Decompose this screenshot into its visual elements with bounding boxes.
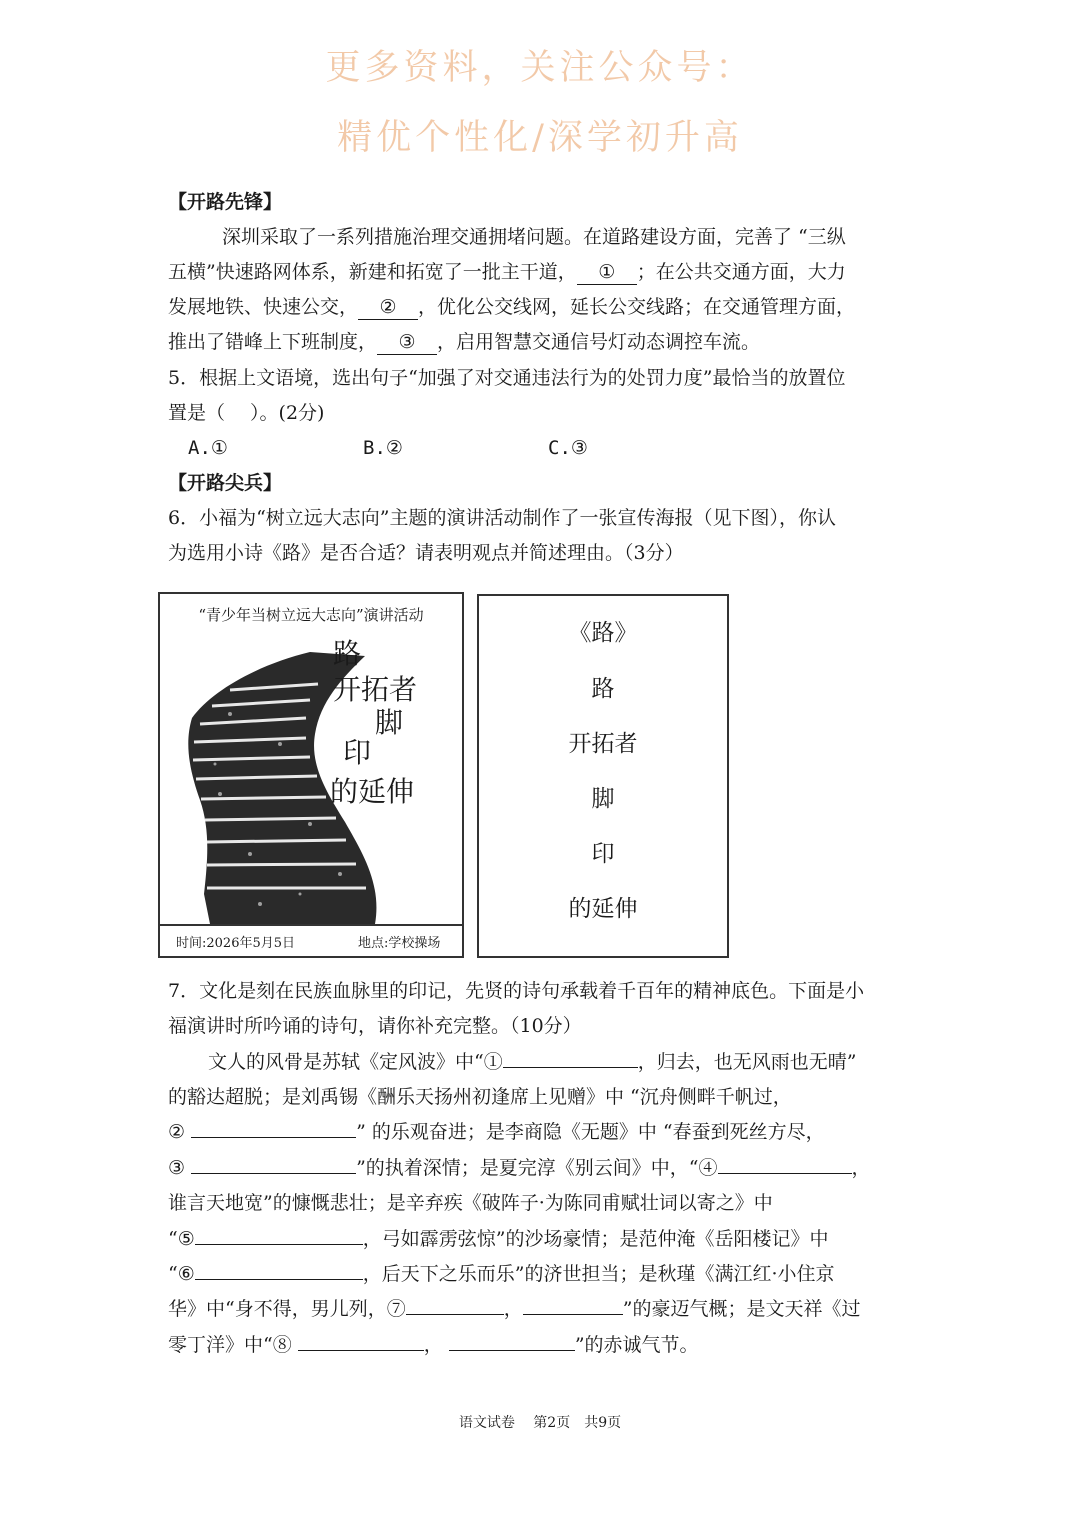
poster-word-3: 脚 <box>375 706 404 739</box>
q7-blank-8b <box>449 1350 575 1351</box>
watermark-line-1: 更多资料，关注公众号： <box>325 48 755 88</box>
blank-1: ① <box>577 260 637 285</box>
blank-2: ② <box>358 295 418 320</box>
passage-line-4: 推出了错峰上下班制度， ③ ，启用智慧交通信号灯动态调控车流。 <box>168 331 761 353</box>
q7-blank-4 <box>718 1173 852 1174</box>
staircase-illustration <box>160 594 462 956</box>
q5-line-1: 5．根据上文语境，选出句子“加强了对交通违法行为的处罚力度”最恰当的放置位 <box>168 367 846 389</box>
poem-line-3: 脚 <box>591 786 615 812</box>
blank-3: ③ <box>377 330 437 355</box>
poster-word-5: 的延伸 <box>330 775 415 808</box>
section-heading-2: 【开路尖兵】 <box>168 472 283 494</box>
poster-word-2: 开拓者 <box>333 673 418 706</box>
q7-blank-7b <box>523 1314 623 1315</box>
watermark-line-2: 精优个性化/深学初升高 <box>337 118 743 158</box>
q7-blank-7a <box>406 1314 504 1315</box>
q7-blank-2 <box>191 1137 356 1138</box>
poster-place: 地点:学校操场 <box>358 936 441 951</box>
q7-line-7: 谁言天地宽”的慷慨悲壮；是辛弃疾《破阵子·为陈同甫赋壮词以寄之》中 <box>168 1192 773 1214</box>
section-heading-1: 【开路先锋】 <box>168 191 283 213</box>
q5-option-a: A.① <box>188 437 228 459</box>
q7-line-1: 7．文化是刻在民族血脉里的印记，先贤的诗句承载着千百年的精神底色。下面是小 <box>168 980 865 1002</box>
page-footer: 语文试卷 第2页 共9页 <box>458 1415 622 1431</box>
q7-line-8: “⑤ ，弓如霹雳弦惊”的沙场豪情；是范仲淹《岳阳楼记》中 <box>168 1228 829 1250</box>
q7-blank-3 <box>191 1173 356 1174</box>
poster-image <box>158 592 464 958</box>
q7-blank-1 <box>503 1067 638 1068</box>
poem-title: 《路》 <box>568 620 638 646</box>
q7-blank-5 <box>195 1244 363 1245</box>
poster-footer <box>160 924 462 956</box>
q5-option-c: C.③ <box>548 437 588 459</box>
q7-blank-8a <box>298 1350 424 1351</box>
poem-box <box>477 594 729 958</box>
poem-line-5: 的延伸 <box>568 896 638 922</box>
passage-line-2: 五横”快速路网体系，新建和拓宽了一批主干道， ① ；在公共交通方面，大力 <box>168 261 846 283</box>
q7-blank-6 <box>195 1279 363 1280</box>
poster-title: “青少年当树立远大志向”演讲活动 <box>198 606 424 624</box>
q6-line-1: 6．小福为“树立远大志向”主题的演讲活动制作了一张宣传海报（见下图），你认 <box>168 507 837 529</box>
q7-line-10: 华》中“身不得，男儿列，⑦ ， ”的豪迈气概；是文天祥《过 <box>168 1298 861 1320</box>
poem-line-4: 印 <box>591 841 615 867</box>
q7-line-6: ③ ”的执着深情；是夏完淳《别云间》中，“④ ， <box>168 1157 871 1179</box>
q5-line-2: 置是（ ）。(2分) <box>168 402 325 424</box>
q7-line-2: 福演讲时所吟诵的诗句，请你补充完整。（10分） <box>168 1015 582 1037</box>
q7-line-5: ② ” 的乐观奋进；是李商隐《无题》中 “春蚕到死丝方尽， <box>168 1121 825 1143</box>
q7-line-3: 文人的风骨是苏轼《定风波》中“① ，归去，也无风雨也无晴” <box>208 1051 857 1073</box>
q5-option-b: B.② <box>363 437 403 459</box>
poem-line-2: 开拓者 <box>568 731 638 757</box>
poem-line-1: 路 <box>591 676 615 702</box>
poster-word-4: 印 <box>343 736 372 769</box>
q7-line-9: “⑥ ，后天下之乐而乐”的济世担当；是秋瑾《满江红·小住京 <box>168 1263 835 1285</box>
q7-line-4: 的豁达超脱；是刘禹锡《酬乐天扬州初逢席上见赠》中 “沉舟侧畔千帆过， <box>168 1086 792 1108</box>
q7-line-11: 零丁洋》中“⑧ ， ”的赤诚气节。 <box>168 1334 699 1356</box>
passage-line-1: 深圳采取了一系列措施治理交通拥堵问题。在道路建设方面，完善了 “三纵 <box>222 226 846 248</box>
q6-line-2: 为选用小诗《路》是否合适？请表明观点并简述理由。（3分） <box>168 542 684 564</box>
passage-line-3: 发展地铁、快速公交， ② ，优化公交线网，延长公交线路；在交通管理方面， <box>168 296 856 318</box>
poster-time: 时间:2026年5月5日 <box>176 936 296 951</box>
poster-word-1: 路 <box>333 637 362 670</box>
